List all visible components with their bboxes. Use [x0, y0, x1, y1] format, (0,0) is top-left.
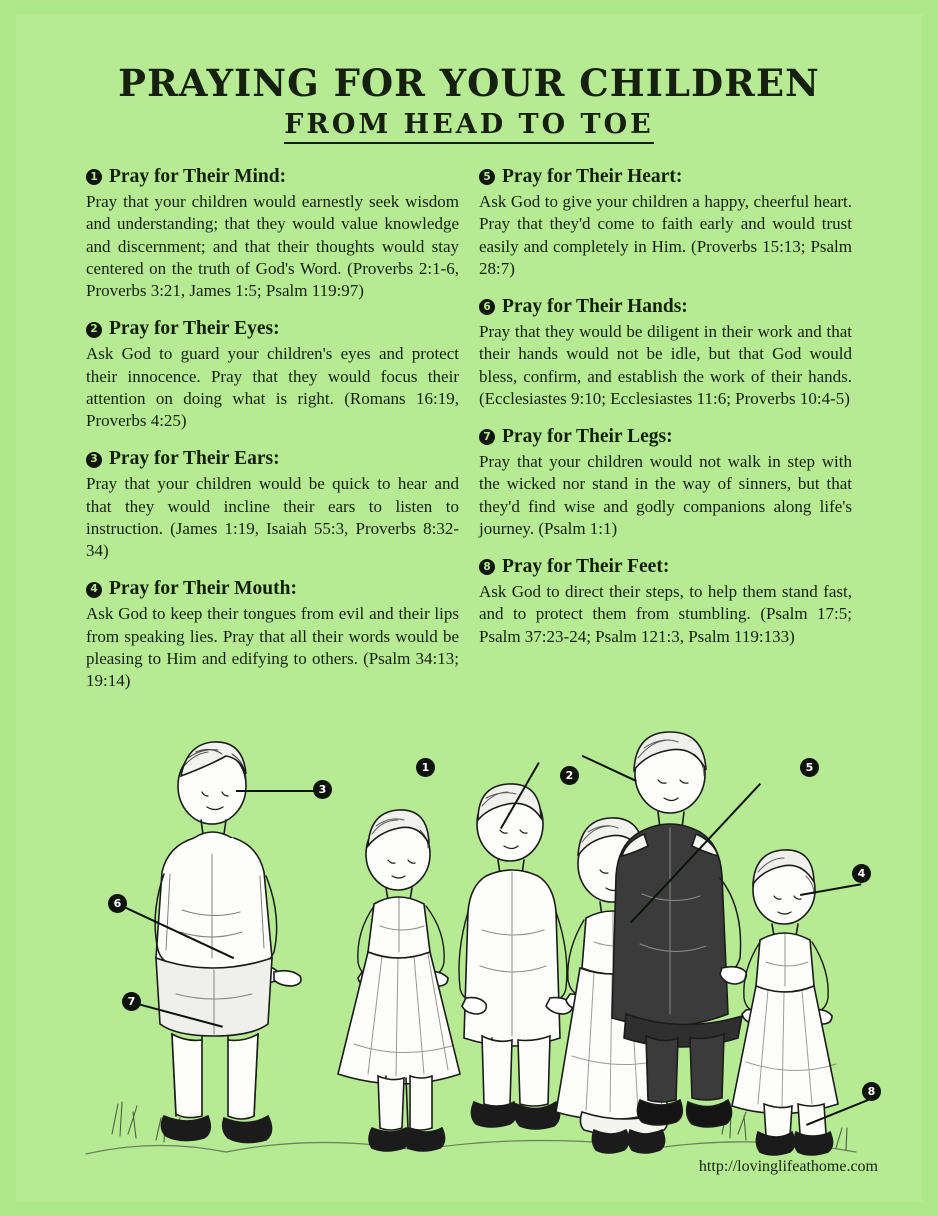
content-columns	[16, 166, 922, 709]
illustration-area	[16, 714, 922, 1202]
bullet-5-icon: 5	[479, 169, 495, 185]
prayer-item-title: Pray for Their Heart:	[502, 166, 683, 187]
callout-3[interactable]: 3	[313, 780, 332, 799]
prayer-item-body: Ask God to give your children a happy, cheerful heart. Pray that they'd come to faith early and would trust easily and completely in Him. (Proverbs 15:13; Psalm 28:7)	[479, 192, 852, 278]
prayer-item-body: Ask God to guard your children's eyes and protect their innocence. Pray that they would focus their attention on doing what is right. (Romans 16:19, Proverbs 4:25)	[86, 344, 459, 431]
prayer-item-heading	[86, 166, 459, 188]
prayer-item-title: Pray for Their Feet:	[502, 556, 670, 578]
prayer-item-title: Pray for Their Mouth:	[109, 578, 297, 600]
prayer-item-heading	[86, 318, 459, 340]
prayer-item-mouth	[86, 578, 459, 692]
bullet-3-icon: 3	[86, 452, 102, 468]
prayer-item-heading	[479, 296, 852, 318]
prayer-item-heading	[479, 166, 852, 188]
prayer-item-eyes	[86, 318, 459, 432]
prayer-item-body: Ask God to keep their tongues from evil and their lips from speaking lies. Pray that all their words would be pleasing to Him and edifying to others. (Psalm 34:13; 19:14)	[86, 604, 459, 691]
callout-6[interactable]: 6	[108, 894, 127, 913]
prayer-item-body: Pray that your children would be quick to hear and that they would incline their ears to listen to instruction. (James 1:19, Isaiah 55:3, Proverbs 8:32-34)	[86, 474, 459, 561]
callout-5[interactable]: 5	[800, 758, 819, 777]
bullet-2-icon: 2	[86, 322, 102, 338]
bullet-4-icon: 4	[86, 582, 102, 598]
prayer-item-heart	[479, 166, 852, 280]
bullet-6-icon: 6	[479, 299, 495, 315]
left-column	[86, 166, 459, 709]
callout-1[interactable]: 1	[416, 758, 435, 777]
prayer-item-title: Pray for Their Hands:	[502, 296, 688, 318]
page-title: PRAYING FOR YOUR CHILDREN	[118, 61, 820, 105]
prayer-item-title: Pray for Their Eyes:	[109, 318, 280, 340]
source-url[interactable]: http://lovinglifeathome.com	[698, 1158, 878, 1175]
prayer-item-heading	[479, 426, 852, 448]
children-engraving-illustration	[16, 714, 922, 1202]
right-column	[479, 166, 852, 709]
callout-7[interactable]: 7	[122, 992, 141, 1011]
prayer-item-title: Pray for Their Legs:	[502, 426, 673, 448]
leader-line-3	[236, 790, 318, 792]
callout-8[interactable]: 8	[862, 1082, 881, 1101]
prayer-item-heading	[86, 578, 459, 600]
prayer-item-body: Ask God to direct their steps, to help them stand fast, and to protect them from stumbling. (Psalm 17:5; Psalm 37:23-24; Psalm 121:3, Psalm 119:133)	[479, 582, 852, 646]
prayer-item-hands	[479, 296, 852, 410]
callout-4[interactable]: 4	[852, 864, 871, 883]
prayer-item-body: Pray that your children would not walk in step with the wicked nor stand in the way of sinners, but that they'd find wise and godly companions along life's journey. (Psalm 1:1)	[479, 452, 852, 538]
prayer-item-heading	[86, 448, 459, 470]
prayer-item-ears	[86, 448, 459, 562]
prayer-item-title: Pray for Their Mind:	[109, 166, 287, 187]
callout-2[interactable]: 2	[560, 766, 579, 785]
prayer-item-feet	[479, 556, 852, 648]
prayer-item-mind	[86, 166, 459, 302]
prayer-item-title: Pray for Their Ears:	[109, 448, 280, 470]
prayer-item-body: Pray that they would be diligent in their work and that their hands would not be idle, but that God would bless, confirm, and establish the work of their hands. (Ecclesiastes 9:10; Ecclesiastes 11:6; Proverbs 10:4-5)	[479, 322, 852, 408]
bullet-8-icon: 8	[479, 559, 495, 575]
prayer-item-body: Pray that your children would earnestly seek wisdom and understanding; that they would value knowledge and discernment; and that their thoughts would stay centered on the truth of God's Word. (Proverbs 2:1-6, Proverbs 3:21, James 1:5; Psalm 119:97)	[86, 192, 459, 301]
title-block	[16, 61, 922, 144]
prayer-item-legs	[479, 426, 852, 540]
bullet-7-icon: 7	[479, 429, 495, 445]
bullet-1-icon: 1	[86, 169, 102, 185]
page-subtitle: FROM HEAD TO TOE	[284, 109, 653, 144]
prayer-item-heading	[479, 556, 852, 578]
poster-sheet	[16, 14, 922, 1202]
